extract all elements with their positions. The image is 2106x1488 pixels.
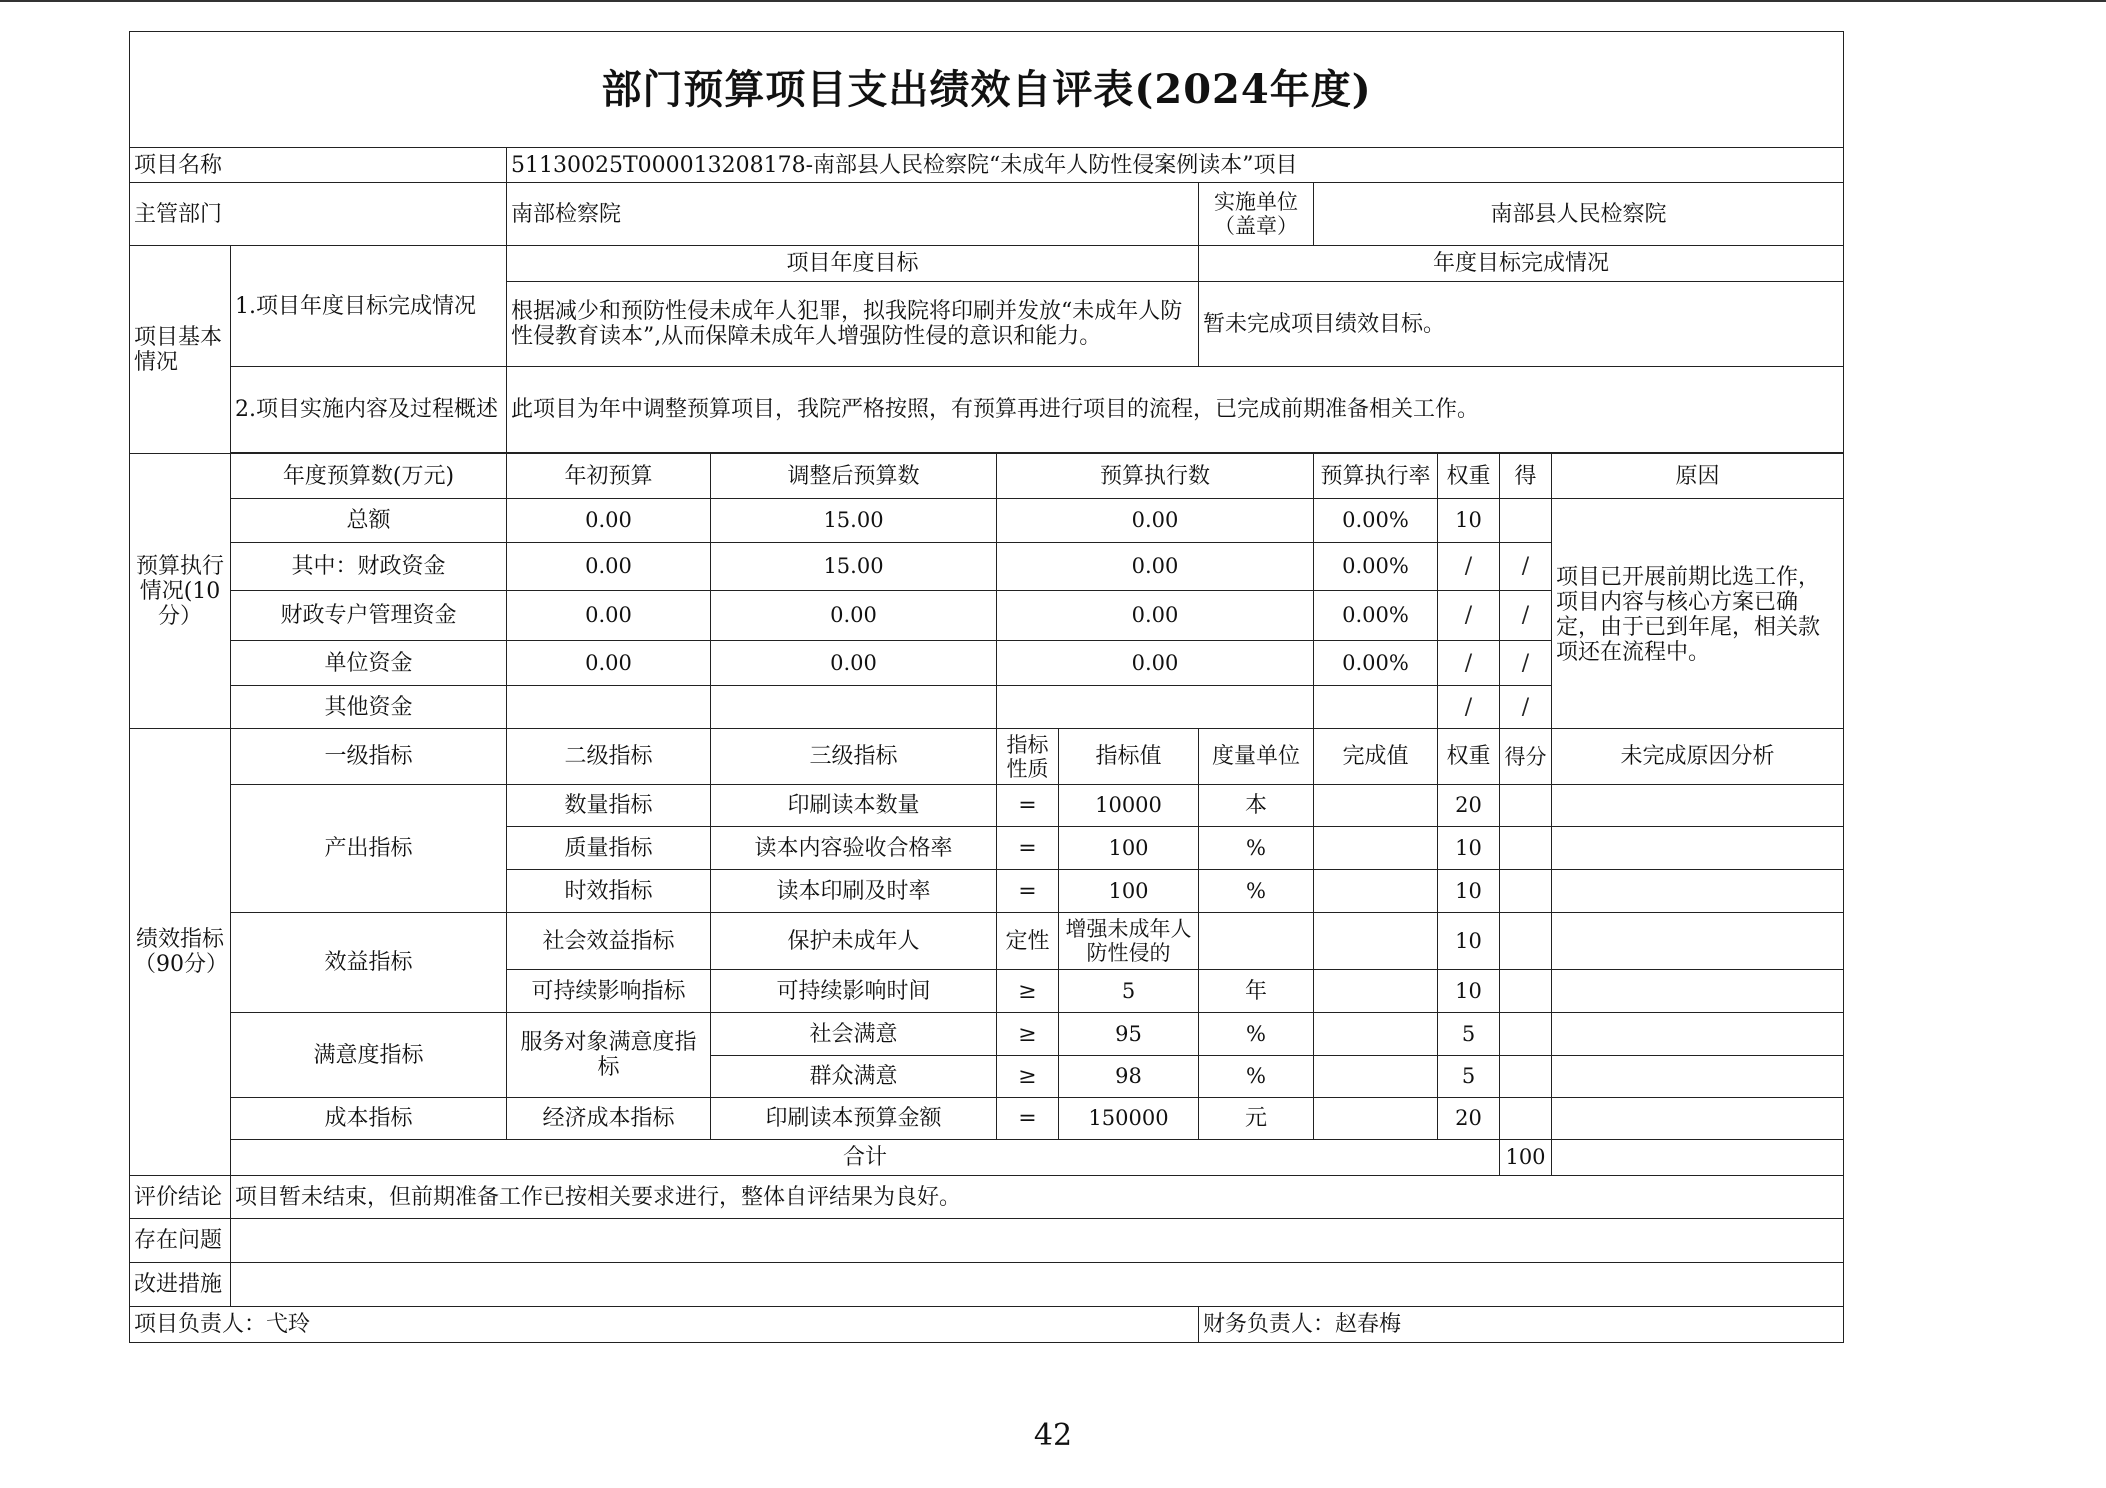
perf-weight: 5 (1438, 1056, 1500, 1098)
measures-text (231, 1263, 1844, 1307)
budget-initial: 0.00 (507, 499, 711, 543)
perf-score (1500, 970, 1552, 1013)
perf-value: 98 (1059, 1056, 1199, 1098)
budget-section-label: 预算执行情况(10分） (130, 454, 231, 729)
budget-executed: 0.00 (997, 641, 1314, 686)
perf-header-level1: 一级指标 (231, 729, 507, 785)
budget-rate (1314, 686, 1438, 729)
budget-header-item: 年度预算数(万元) (231, 454, 507, 499)
budget-executed (997, 686, 1314, 729)
done-column-header: 年度目标完成情况 (1199, 246, 1844, 282)
perf-level3: 可持续影响时间 (711, 970, 997, 1013)
top-rule (0, 0, 2106, 2)
perf-completed (1314, 1098, 1438, 1140)
budget-weight: / (1438, 591, 1500, 641)
perf-completed (1314, 970, 1438, 1013)
budget-initial: 0.00 (507, 591, 711, 641)
budget-executed: 0.00 (997, 543, 1314, 591)
perf-score (1500, 827, 1552, 870)
perf-header-score: 得分 (1500, 729, 1552, 785)
budget-header-score: 得 (1500, 454, 1552, 499)
budget-weight: / (1438, 686, 1500, 729)
group-output: 产出指标 (231, 785, 507, 913)
perf-row (130, 785, 1844, 827)
goal-text: 根据减少和预防性侵未成年人犯罪，拟我院将印刷并发放“未成年人防性侵教育读本”,从而保障未成年人增强防性侵的意识和能力。 (507, 282, 1199, 367)
budget-weight: / (1438, 641, 1500, 686)
perf-completed (1314, 1056, 1438, 1098)
budget-adjusted: 15.00 (711, 543, 997, 591)
budget-adjusted: 0.00 (711, 591, 997, 641)
perf-value: 100 (1059, 870, 1199, 913)
perf-header-unit: 度量单位 (1199, 729, 1314, 785)
total-weight: 100 (1500, 1140, 1552, 1176)
perf-row (130, 1098, 1844, 1140)
perf-level2: 社会效益指标 (507, 913, 711, 970)
perf-analysis (1552, 1098, 1844, 1140)
perf-level2: 数量指标 (507, 785, 711, 827)
budget-header-executed: 预算执行数 (997, 454, 1314, 499)
evaluation-table (129, 31, 1844, 1343)
group-cost: 成本指标 (231, 1098, 507, 1140)
perf-level2: 经济成本指标 (507, 1098, 711, 1140)
budget-item: 单位资金 (231, 641, 507, 686)
dept-label: 主管部门 (130, 183, 507, 246)
perf-header-nature: 指标性质 (997, 729, 1059, 785)
budget-header-adjusted: 调整后预算数 (711, 454, 997, 499)
budget-item: 财政专户管理资金 (231, 591, 507, 641)
perf-analysis (1552, 870, 1844, 913)
group-benefit: 效益指标 (231, 913, 507, 1013)
perf-weight: 20 (1438, 1098, 1500, 1140)
perf-nature: 定性 (997, 913, 1059, 970)
project-name-label: 项目名称 (130, 148, 507, 183)
budget-header-rate: 预算执行率 (1314, 454, 1438, 499)
impl-unit-label: 实施单位（盖章） (1199, 183, 1314, 246)
perf-score (1500, 1098, 1552, 1140)
perf-value: 100 (1059, 827, 1199, 870)
perf-level2-satisfaction: 服务对象满意度指标 (507, 1013, 711, 1098)
perf-unit: 本 (1199, 785, 1314, 827)
perf-row (130, 913, 1844, 970)
project-name-value: 51130025T000013208178-南部县人民检察院“未成年人防性侵案例读本”项目 (507, 148, 1844, 183)
perf-level3: 读本印刷及时率 (711, 870, 997, 913)
perf-analysis (1552, 970, 1844, 1013)
perf-nature: ≥ (997, 970, 1059, 1013)
perf-completed (1314, 870, 1438, 913)
perf-nature: = (997, 827, 1059, 870)
perf-weight: 10 (1438, 870, 1500, 913)
perf-level2: 质量指标 (507, 827, 711, 870)
perf-completed (1314, 1013, 1438, 1056)
group-satisfaction: 满意度指标 (231, 1013, 507, 1098)
perf-weight: 5 (1438, 1013, 1500, 1056)
budget-header-initial: 年初预算 (507, 454, 711, 499)
perf-value: 5 (1059, 970, 1199, 1013)
done-text: 暂未完成项目绩效目标。 (1199, 282, 1844, 367)
perf-unit: 元 (1199, 1098, 1314, 1140)
budget-weight: 10 (1438, 499, 1500, 543)
perf-score (1500, 785, 1552, 827)
perf-score (1500, 1013, 1552, 1056)
perf-analysis (1552, 1013, 1844, 1056)
budget-header-weight: 权重 (1438, 454, 1500, 499)
perf-value: 150000 (1059, 1098, 1199, 1140)
perf-score (1500, 913, 1552, 970)
perf-header-level3: 三级指标 (711, 729, 997, 785)
perf-header-analysis: 未完成原因分析 (1552, 729, 1844, 785)
perf-unit: % (1199, 827, 1314, 870)
conclusion-text: 项目暂未结束，但前期准备工作已按相关要求进行，整体自评结果为良好。 (231, 1176, 1844, 1219)
budget-initial (507, 686, 711, 729)
issues-text (231, 1219, 1844, 1263)
perf-score (1500, 870, 1552, 913)
perf-nature: = (997, 785, 1059, 827)
perf-level2: 可持续影响指标 (507, 970, 711, 1013)
perf-level3: 读本内容验收合格率 (711, 827, 997, 870)
perf-level3: 印刷读本数量 (711, 785, 997, 827)
page-title: 部门预算项目支出绩效自评表(2024年度) (130, 32, 1844, 148)
budget-item: 总额 (231, 499, 507, 543)
perf-nature: = (997, 870, 1059, 913)
budget-initial: 0.00 (507, 641, 711, 686)
budget-score: / (1500, 543, 1552, 591)
budget-rate: 0.00% (1314, 499, 1438, 543)
perf-unit: % (1199, 1013, 1314, 1056)
perf-analysis (1552, 1056, 1844, 1098)
perf-unit (1199, 913, 1314, 970)
perf-value: 10000 (1059, 785, 1199, 827)
performance-section-label: 绩效指标（90分） (130, 729, 231, 1176)
perf-unit: 年 (1199, 970, 1314, 1013)
budget-rate: 0.00% (1314, 591, 1438, 641)
budget-adjusted: 15.00 (711, 499, 997, 543)
perf-completed (1314, 913, 1438, 970)
goal-row-label: 1.项目年度目标完成情况 (231, 246, 507, 367)
process-row-label: 2.项目实施内容及过程概述 (231, 367, 507, 453)
perf-header-weight: 权重 (1438, 729, 1500, 785)
perf-level3: 社会满意 (711, 1013, 997, 1056)
budget-executed: 0.00 (997, 591, 1314, 641)
finance-lead: 财务负责人：赵春梅 (1199, 1307, 1844, 1343)
total-score (1552, 1140, 1844, 1176)
page-number: 42 (1033, 1418, 1073, 1453)
perf-analysis (1552, 827, 1844, 870)
budget-executed: 0.00 (997, 499, 1314, 543)
perf-level3: 保护未成年人 (711, 913, 997, 970)
dept-value: 南部检察院 (507, 183, 1199, 246)
perf-nature: ≥ (997, 1013, 1059, 1056)
perf-nature: ≥ (997, 1056, 1059, 1098)
perf-unit: % (1199, 1056, 1314, 1098)
budget-score: / (1500, 591, 1552, 641)
perf-value: 95 (1059, 1013, 1199, 1056)
perf-value: 增强未成年人防性侵的 (1059, 913, 1199, 970)
budget-initial: 0.00 (507, 543, 711, 591)
conclusion-label: 评价结论 (130, 1176, 231, 1219)
perf-header-level2: 二级指标 (507, 729, 711, 785)
perf-weight: 10 (1438, 970, 1500, 1013)
perf-weight: 10 (1438, 827, 1500, 870)
perf-analysis (1552, 785, 1844, 827)
project-lead: 项目负责人：弋玲 (130, 1307, 1199, 1343)
impl-unit-value: 南部县人民检察院 (1314, 183, 1844, 246)
measures-label: 改进措施 (130, 1263, 231, 1307)
budget-rate: 0.00% (1314, 641, 1438, 686)
perf-level3: 群众满意 (711, 1056, 997, 1098)
perf-header-completed: 完成值 (1314, 729, 1438, 785)
budget-header-reason: 原因 (1552, 454, 1844, 499)
budget-adjusted: 0.00 (711, 641, 997, 686)
perf-weight: 10 (1438, 913, 1500, 970)
budget-adjusted (711, 686, 997, 729)
goal-column-header: 项目年度目标 (507, 246, 1199, 282)
perf-score (1500, 1056, 1552, 1098)
process-text: 此项目为年中调整预算项目，我院严格按照，有预算再进行项目的流程，已完成前期准备相关工作。 (507, 367, 1844, 453)
budget-score (1500, 499, 1552, 543)
budget-score: / (1500, 641, 1552, 686)
perf-nature: = (997, 1098, 1059, 1140)
basic-section-label: 项目基本情况 (130, 246, 231, 454)
perf-level3: 印刷读本预算金额 (711, 1098, 997, 1140)
evaluation-sheet (129, 31, 1843, 1343)
total-label: 合计 (231, 1140, 1500, 1176)
perf-weight: 20 (1438, 785, 1500, 827)
budget-item: 其中：财政资金 (231, 543, 507, 591)
perf-header-value: 指标值 (1059, 729, 1199, 785)
issues-label: 存在问题 (130, 1219, 231, 1263)
budget-row (130, 499, 1844, 543)
budget-weight: / (1438, 543, 1500, 591)
budget-score: / (1500, 686, 1552, 729)
perf-unit: % (1199, 870, 1314, 913)
budget-rate: 0.00% (1314, 543, 1438, 591)
budget-item: 其他资金 (231, 686, 507, 729)
perf-row (130, 1013, 1844, 1056)
perf-analysis (1552, 913, 1844, 970)
budget-reason-text: 项目已开展前期比选工作，项目内容与核心方案已确定，由于已到年尾，相关款项还在流程中。 (1552, 499, 1844, 729)
perf-completed (1314, 785, 1438, 827)
perf-level2: 时效指标 (507, 870, 711, 913)
perf-completed (1314, 827, 1438, 870)
